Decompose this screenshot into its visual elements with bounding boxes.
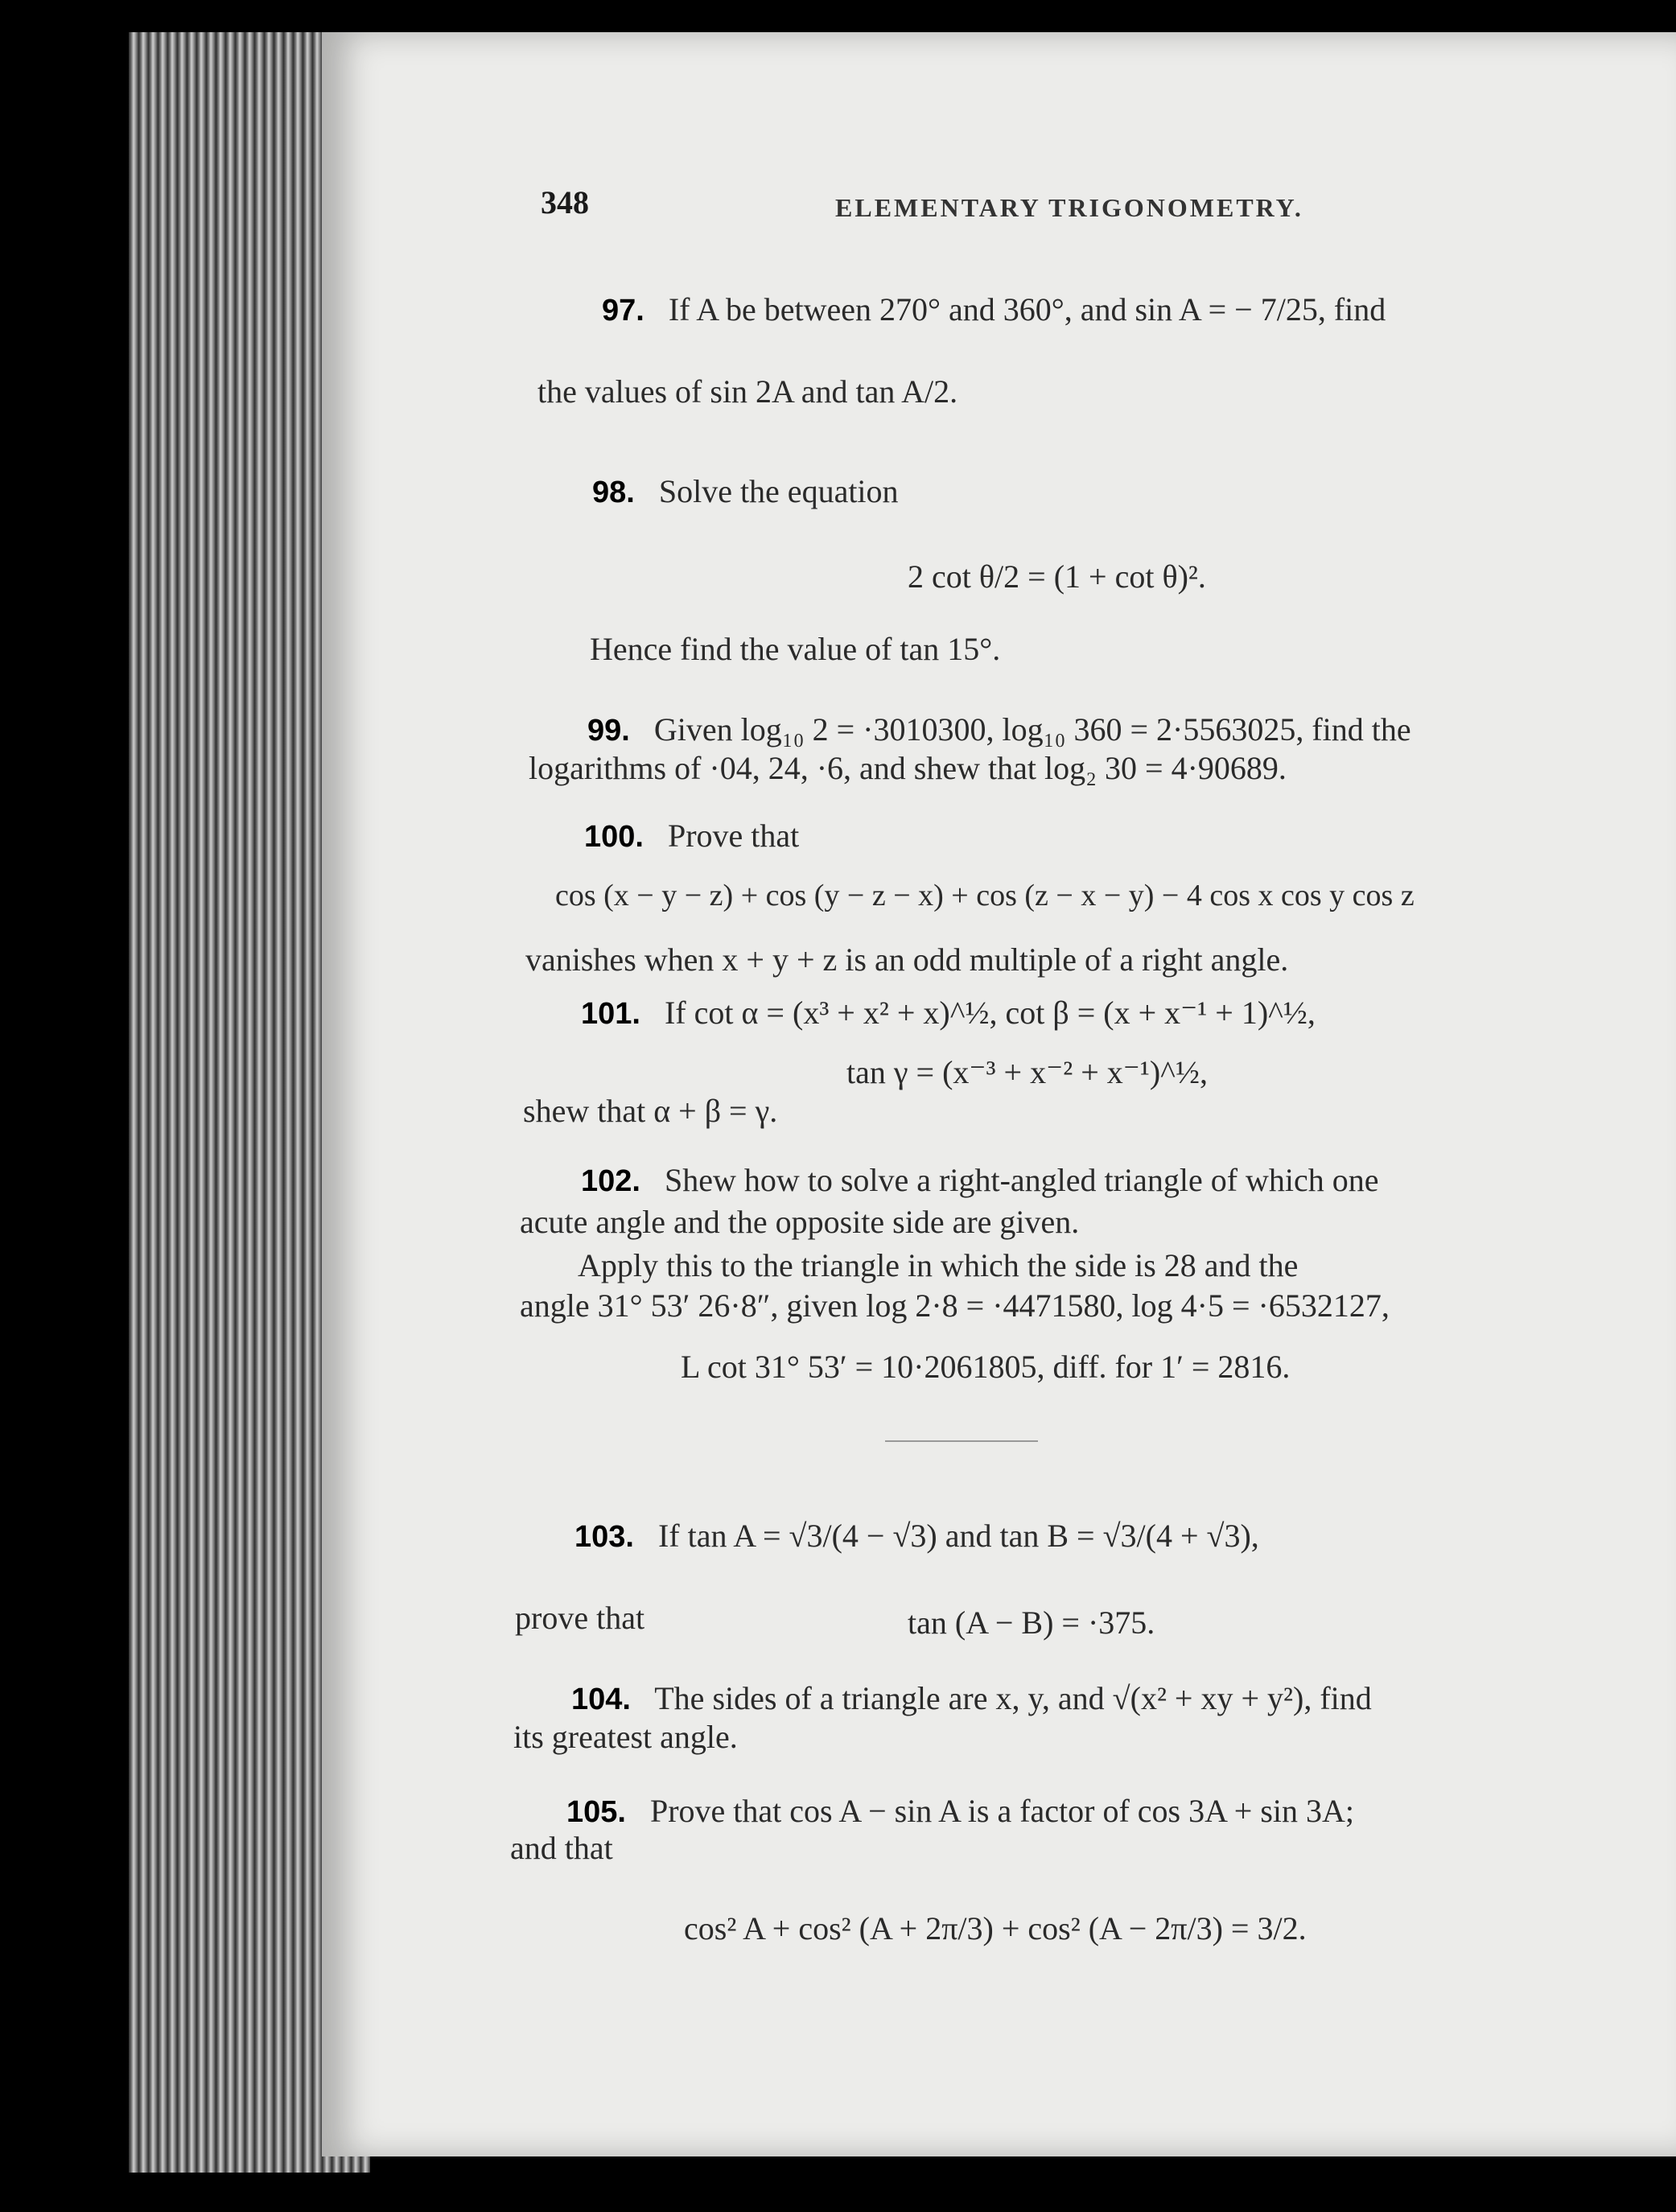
problem-text: If tan A = √3/(4 − √3) and tan B = √3/(4 + √3), (657, 1518, 1259, 1554)
problem-text: The sides of a triangle are x, y, and √(x² + xy + y²), find (654, 1680, 1372, 1716)
problem-103 (574, 1514, 1259, 1559)
problem-text: Prove that cos A − sin A is a factor of cos 3A + sin 3A; (649, 1793, 1355, 1829)
problem-103-equation: tan (A − B) = ·375. (908, 1604, 1155, 1641)
problem-text: If A be between 270° and 360°, and sin A = − 7/25, find (668, 291, 1386, 327)
problem-105-line2: and that (510, 1830, 613, 1866)
problem-number: 99. (587, 714, 630, 748)
problem-number: 102. (581, 1164, 640, 1198)
problem-number: 105. (566, 1795, 626, 1829)
page-number: 348 (541, 184, 589, 220)
problem-102-line3: Apply this to the triangle in which the side is 28 and the (578, 1247, 1299, 1283)
problem-101 (581, 991, 1316, 1036)
problem-104-line2: its greatest angle. (513, 1719, 738, 1755)
problem-text: Shew how to solve a right-angled triangle of which one (664, 1162, 1379, 1198)
problem-105-equation: cos² A + cos² (A + 2π/3) + cos² (A − 2π/3) = 3/2. (684, 1910, 1307, 1946)
problem-105 (566, 1790, 1354, 1834)
problem-number: 97. (602, 294, 644, 327)
problem-102 (581, 1159, 1379, 1203)
problem-102-equation: L cot 31° 53′ = 10·2061805, diff. for 1′ = 2816. (681, 1349, 1291, 1385)
problem-100 (584, 814, 799, 859)
problem-97 (602, 288, 1386, 332)
problem-98 (592, 470, 899, 514)
problem-number: 101. (581, 997, 640, 1031)
problem-99 (587, 708, 1411, 752)
problem-98-equation: 2 cot θ/2 = (1 + cot θ)². (908, 558, 1206, 595)
problem-100-line2: vanishes when x + y + z is an odd multiple of a right angle. (525, 941, 1289, 978)
problem-99-line2: logarithms of ·04, 24, ·6, and shew that log₂ 30 = 4·90689. (529, 750, 1287, 786)
problem-97-line2: the values of sin 2A and tan A/2. (537, 373, 958, 410)
problem-102-line4: angle 31° 53′ 26·8″, given log 2·8 = ·4471580, log 4·5 = ·6532127, (520, 1287, 1390, 1324)
problem-text: Prove that (667, 818, 800, 854)
problem-101-line2: shew that α + β = γ. (523, 1093, 778, 1129)
problem-102-line2: acute angle and the opposite side are given. (520, 1204, 1080, 1240)
problem-number: 104. (571, 1683, 631, 1716)
problem-100-equation: cos (x − y − z) + cos (y − z − x) + cos (z − x − y) − 4 cos x cos y cos z (555, 879, 1415, 912)
problem-104 (571, 1677, 1372, 1721)
problem-98-line2: Hence find the value of tan 15°. (590, 631, 1001, 667)
problem-number: 103. (574, 1520, 634, 1554)
problem-103-line2: prove that (515, 1600, 645, 1636)
problem-text: Solve the equation (658, 473, 899, 509)
running-head: ELEMENTARY TRIGONOMETRY. (835, 193, 1303, 222)
problem-number: 100. (584, 820, 644, 854)
problem-text: Given log₁₀ 2 = ·3010300, log₁₀ 360 = 2·5563025, find the (653, 711, 1411, 748)
section-divider (885, 1440, 1038, 1442)
problem-101-equation: tan γ = (x⁻³ + x⁻² + x⁻¹)^½, (846, 1054, 1208, 1090)
problem-number: 98. (592, 476, 635, 509)
problem-text: If cot α = (x³ + x² + x)^½, cot β = (x + x⁻¹ + 1)^½, (664, 995, 1316, 1031)
